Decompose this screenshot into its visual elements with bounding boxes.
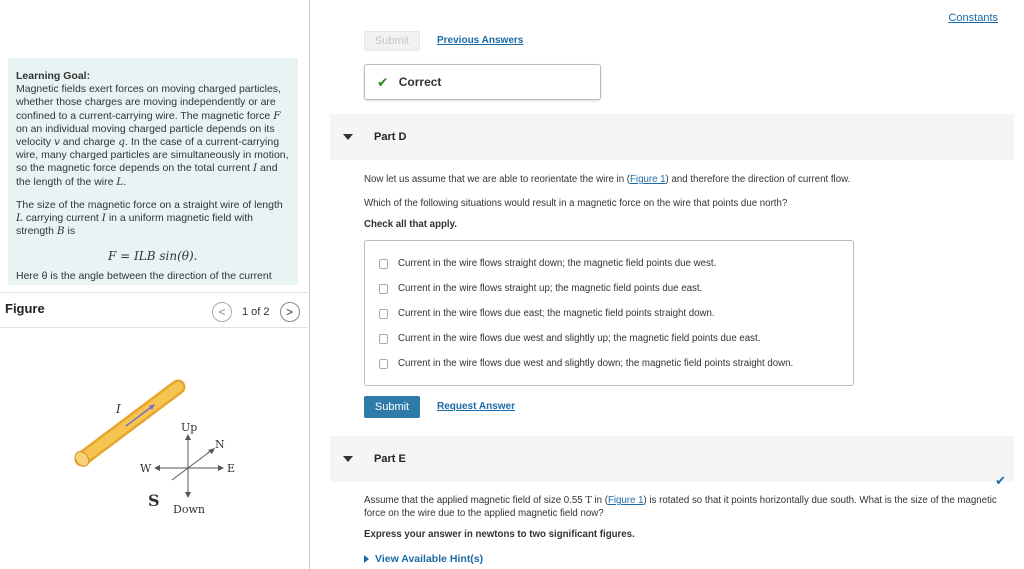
question-text: Assume that the applied magnetic field of size 0.55 [364, 495, 586, 506]
math-force-vector: F [273, 109, 281, 122]
up-arrowhead [185, 434, 191, 440]
north-label: N [215, 438, 225, 451]
figure-page-count: 1 of 2 [242, 306, 270, 318]
previous-answers-link[interactable]: Previous Answers [437, 35, 524, 46]
learning-goal-title: Learning Goal: [16, 70, 91, 82]
math-velocity: v [53, 136, 60, 149]
down-arrowhead [185, 492, 191, 498]
east-label: E [227, 462, 236, 475]
checkbox[interactable] [379, 309, 388, 319]
goal-text: and the length of the wire [16, 162, 278, 188]
part-d-label: Part D [374, 131, 407, 143]
force-formula: F = ILB sin(θ). [108, 249, 198, 264]
figure-1-link[interactable]: Figure 1 [630, 174, 666, 185]
wire-illustration [72, 387, 178, 469]
collapse-triangle-icon [343, 456, 353, 462]
math-length: L [16, 212, 23, 225]
unit-tesla: T [585, 495, 592, 506]
option-label: Current in the wire flows due west and slightly up; the magnetic field points due east. [398, 333, 761, 344]
correct-label: Correct [398, 75, 442, 89]
option-row[interactable] [379, 308, 715, 319]
part-e-header[interactable] [330, 436, 1014, 482]
question-text: ) and therefore the direction of current flow. [665, 174, 851, 185]
option-row[interactable] [379, 283, 702, 294]
request-answer-link[interactable]: Request Answer [437, 401, 515, 412]
compass [158, 438, 220, 494]
learning-goal-box [8, 58, 298, 285]
hint-label: View Available Hint(s) [375, 553, 484, 565]
math-current: I [101, 212, 106, 225]
figure-1-link[interactable]: Figure 1 [607, 495, 644, 506]
option-row[interactable] [379, 333, 760, 344]
constants-link[interactable]: Constants [948, 12, 998, 24]
west-arrowhead [154, 465, 160, 471]
checkbox[interactable] [379, 259, 388, 269]
goal-text: The size of the magnetic force on a straight wire of length [16, 198, 283, 211]
chevron-left-icon: < [218, 305, 226, 319]
north-arrowhead [208, 448, 215, 454]
part-d-text-1 [364, 174, 850, 187]
collapse-triangle-icon [343, 134, 353, 140]
next-figure-button[interactable] [280, 302, 300, 322]
goal-text: . In the case of a current-carrying wire, many charged particles are simultaneously in motion, so the magnetic force depends on the total current [16, 136, 289, 175]
goal-text: carrying current [22, 212, 102, 225]
part-d-header[interactable] [330, 114, 1014, 160]
up-label: Up [181, 421, 198, 434]
math-field: B [56, 225, 65, 238]
completed-check-icon: ✔ [995, 473, 1006, 488]
force-description-paragraph [16, 199, 290, 239]
part-d-instruction: Check all that apply. [364, 219, 457, 230]
right-panel [310, 0, 1024, 569]
math-length: L [116, 175, 124, 188]
part-e-instruction: Express your answer in newtons to two significant figures. [364, 529, 635, 540]
options-box [364, 240, 854, 386]
goal-text: in a uniform magnetic field with strength [16, 212, 253, 238]
goal-text: Magnetic fields exert forces on moving charged particles, whether those charges are moving independently or are confined to a current-carrying wire. The magnetic force [16, 83, 281, 122]
goal-text: . [123, 175, 127, 188]
correct-feedback [364, 64, 601, 100]
figure-header [0, 292, 308, 328]
submit-button[interactable]: Submit [364, 396, 420, 418]
question-text: in ( [591, 495, 608, 506]
check-icon: ✔ [377, 73, 389, 90]
wire-figure [60, 370, 260, 530]
goal-text: and charge [59, 136, 119, 149]
checkbox[interactable] [379, 334, 388, 344]
down-label: Down [173, 503, 205, 516]
option-label: Current in the wire flows due east; the magnetic field points straight down. [398, 308, 715, 319]
math-current: I [252, 162, 258, 175]
current-label: I [116, 402, 121, 416]
option-label: Current in the wire flows straight up; the magnetic field points due east. [398, 283, 703, 294]
prev-figure-button[interactable] [212, 302, 232, 322]
caret-right-icon [364, 555, 369, 563]
option-label: Current in the wire flows due west and slightly down; the magnetic field points straight down. [398, 358, 794, 369]
part-d-text-2: Which of the following situations would result in a magnetic force on the wire that points due north? [364, 198, 788, 209]
option-row[interactable] [379, 258, 716, 269]
truncated-text: Here θ is the angle between the direction of the current [16, 269, 272, 282]
option-row[interactable] [379, 358, 793, 369]
goal-text: on an individual moving charged particle depends on its velocity [16, 122, 275, 149]
view-hints-link[interactable] [364, 553, 483, 565]
option-label: Current in the wire flows straight down; the magnetic field points due west. [398, 258, 717, 269]
part-e-question [364, 495, 1009, 520]
submit-button-disabled: Submit [364, 31, 420, 51]
learning-goal-paragraph [16, 83, 290, 189]
checkbox[interactable] [379, 284, 388, 294]
checkbox[interactable] [379, 359, 388, 369]
question-text: Now let us assume that we are able to reorientate the wire in ( [364, 174, 630, 185]
question-text: ) is rotated so that it points horizontally due south. What is the size of the magnetic force on the wire due to the applied magnetic field now? [364, 495, 997, 519]
figure-title: Figure [5, 301, 45, 316]
ns-axis [172, 450, 212, 480]
math-charge: q [118, 136, 125, 149]
east-arrowhead [218, 465, 224, 471]
figure-pager [212, 302, 300, 322]
left-panel [0, 0, 310, 569]
goal-text: is [64, 225, 76, 238]
south-label: S [148, 491, 160, 510]
west-label: W [140, 462, 152, 475]
part-e-label: Part E [374, 453, 406, 465]
chevron-right-icon: > [286, 305, 294, 319]
